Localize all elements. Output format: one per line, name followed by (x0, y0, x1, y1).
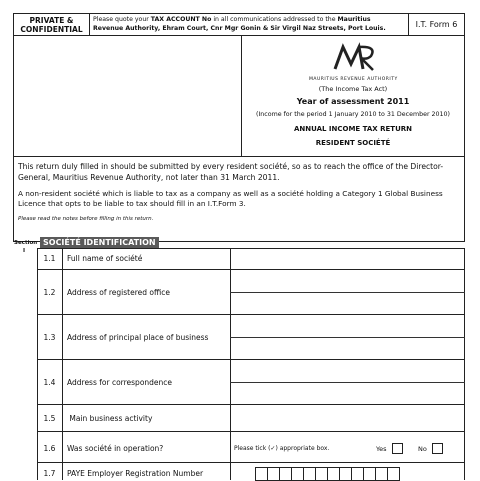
notice-line2: Revenue Authority, Ehram Court, Cnr Mgr Gonin & Sir Virgil Naz Streets, Port Louis. (93, 25, 386, 32)
principal-place-field[interactable] (230, 315, 465, 360)
row-1-7-number: 1.7 (43, 469, 56, 478)
year-of-assessment: Year of assessment 2011 (296, 97, 410, 106)
notice-post: in all communications addressed to the (213, 16, 336, 23)
mra-logo-icon (327, 42, 387, 72)
section-number: I (23, 248, 26, 254)
section-title: SOCIÉTÉ IDENTIFICATION (40, 237, 159, 248)
title-block (241, 35, 465, 157)
row-1-2-label: Address of registered office (67, 288, 170, 297)
row-1-4 (37, 360, 465, 405)
no-label: No (418, 445, 427, 453)
row-1-4-label: Address for correspondence (67, 378, 173, 387)
row-1-2 (37, 270, 465, 315)
row-1-1-label: Full name of société (67, 254, 143, 263)
row-1-3-number: 1.3 (43, 333, 56, 342)
notice-line1 (93, 16, 405, 23)
intro-note: Please read the notes before filling in this return. (18, 215, 154, 222)
business-activity-field[interactable] (230, 405, 465, 432)
confidential-box (13, 13, 90, 36)
notice-pre: Please quote your (93, 16, 149, 23)
form-id: I.T. Form 6 (408, 13, 465, 36)
row-1-2-number: 1.2 (43, 288, 56, 297)
confidential-line1: PRIVATE & (29, 16, 74, 25)
act-line: (The Income Tax Act) (318, 85, 388, 93)
tax-account-notice (89, 13, 409, 36)
paye-digit-box[interactable] (387, 467, 400, 481)
header-left-blank (13, 35, 242, 157)
row-1-6-label: Was société in operation? (67, 444, 164, 453)
return-title: ANNUAL INCOME TAX RETURN (293, 125, 412, 133)
correspondence-address-field[interactable] (230, 360, 465, 405)
row-1-7 (37, 463, 465, 480)
intro-box (13, 156, 465, 242)
row-1-5-number: 1.5 (43, 414, 56, 423)
yes-checkbox[interactable] (392, 443, 403, 454)
row-1-3 (37, 315, 465, 360)
notice-mauritius: Mauritius (337, 16, 371, 23)
registered-office-field[interactable] (230, 270, 465, 315)
row-1-6 (37, 432, 465, 463)
confidential-line2: CONFIDENTIAL (20, 25, 83, 35)
intro-para2: A non-resident société which is liable to tax as a company as well as a société holding a Category 1 Global Business Licence that opts to be liable to tax should fill in an I.T.Form 3. (18, 189, 443, 209)
yes-label: Yes (376, 445, 387, 453)
mra-logo (309, 42, 398, 82)
section-label: Section (14, 240, 38, 246)
row-1-4-number: 1.4 (43, 378, 56, 387)
row-1-1 (37, 248, 465, 270)
income-period: (Income for the period 1 January 2010 to 31 December 2010) (255, 111, 451, 118)
no-checkbox[interactable] (432, 443, 443, 454)
row-1-3-label: Address of principal place of business (67, 333, 209, 342)
full-name-field[interactable] (230, 248, 465, 270)
row-1-5 (37, 405, 465, 432)
return-subtitle: RESIDENT SOCIÉTÉ (315, 139, 391, 147)
notice-tax-account: TAX ACCOUNT No (150, 16, 212, 23)
mra-logo-text: MAURITIUS REVENUE AUTHORITY (309, 77, 398, 82)
row-1-1-number: 1.1 (43, 254, 56, 263)
row-1-5-label: Main business activity (67, 414, 153, 423)
tick-instruction: Please tick (✓) appropriate box. (234, 445, 330, 452)
intro-para1: This return duly filled in should be submitted by every resident société, so as to reach the office of the Director-General, Mauritius Revenue Authority, not later than 31 March 2011. (18, 162, 444, 182)
row-1-6-number: 1.6 (43, 444, 56, 453)
row-1-7-label: PAYE Employer Registration Number (67, 469, 204, 478)
